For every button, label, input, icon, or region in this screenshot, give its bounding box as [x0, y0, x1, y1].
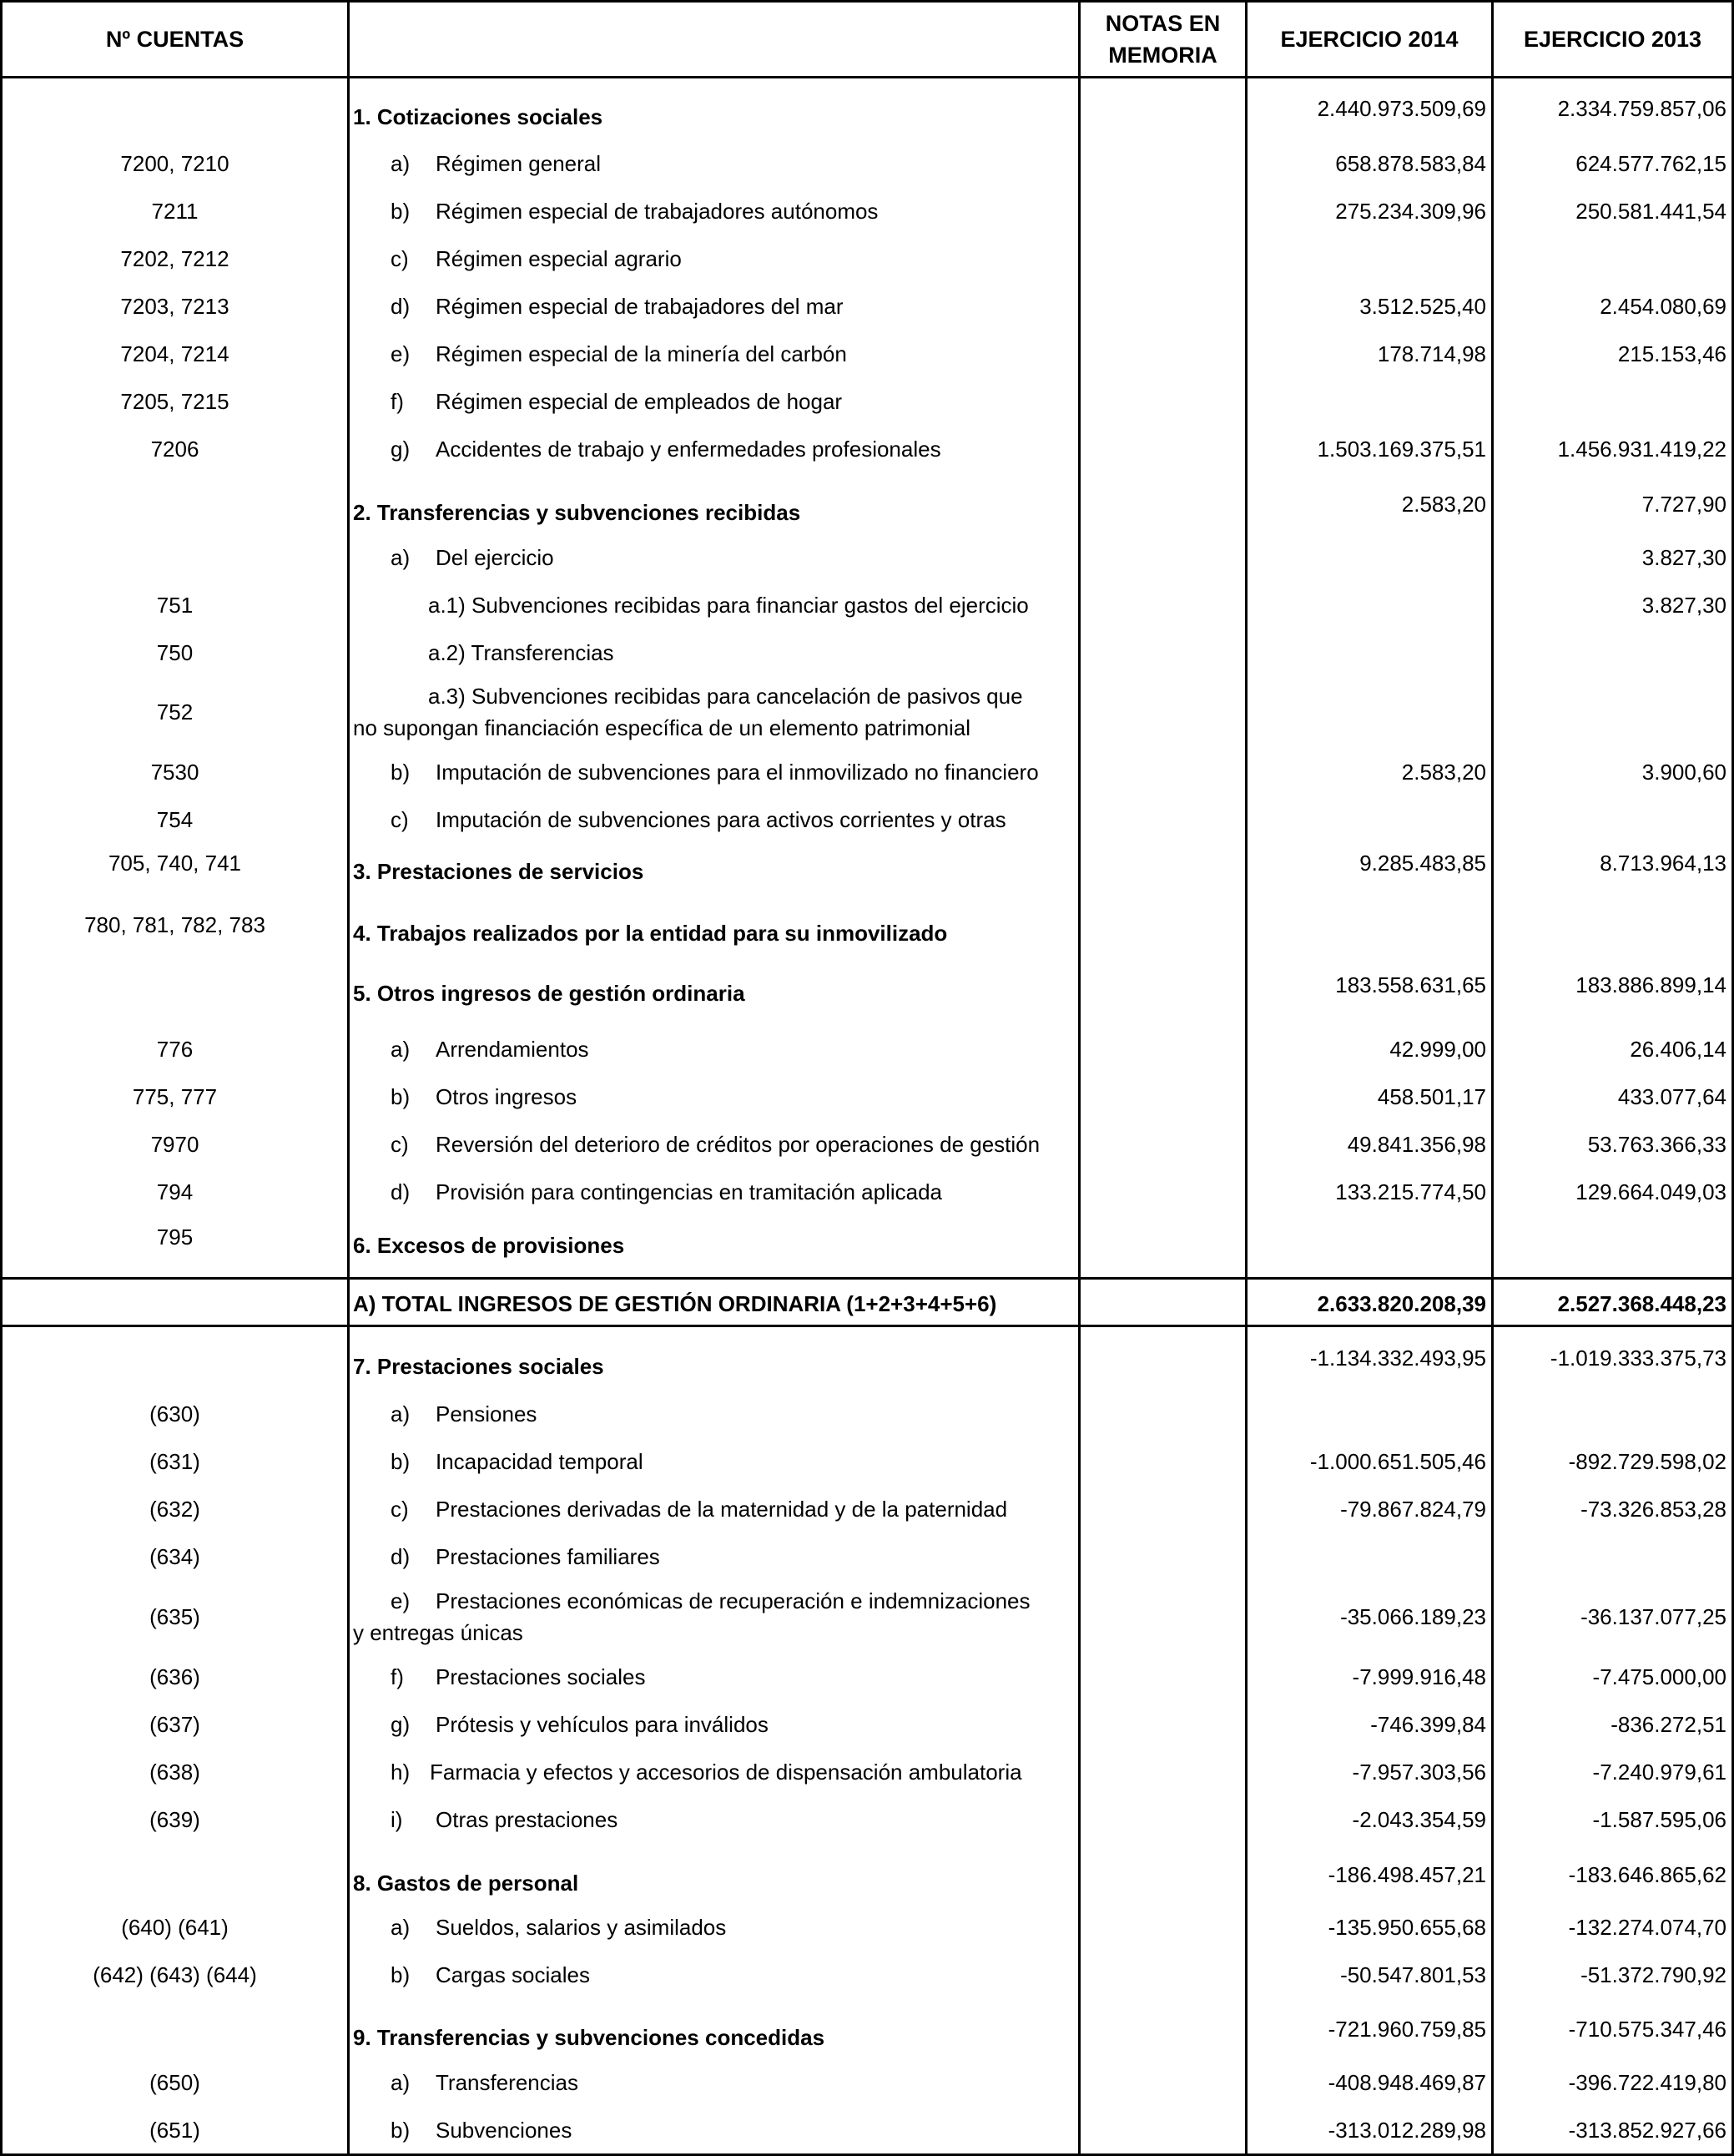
account-number: 7200, 7210	[120, 151, 229, 176]
account-number: 780, 781, 782, 783	[84, 912, 265, 937]
row-label: Cargas sociales	[436, 1962, 590, 1987]
account-number: (632)	[149, 1497, 200, 1522]
value-2014: -79.867.824,79	[1340, 1497, 1486, 1522]
total-top-border	[0, 1277, 1734, 1280]
row-label: Otras prestaciones	[436, 1807, 618, 1832]
row-letter: c)	[391, 1497, 409, 1522]
value-2013: -73.326.853,28	[1580, 1497, 1726, 1522]
value-2013: 1.456.931.419,22	[1557, 437, 1726, 462]
account-number: (650)	[149, 2070, 200, 2095]
row-label: Prótesis y vehículos para inválidos	[436, 1712, 769, 1737]
row-letter: g)	[391, 1712, 411, 1737]
value-2013: 8.713.964,13	[1600, 851, 1726, 876]
row-sublabel-continued: no supongan financiación específica de un elemento patrimonial	[353, 715, 971, 740]
value-2013: -1.587.595,06	[1592, 1807, 1726, 1832]
row-label: Farmacia y efectos y accesorios de dispensación ambulatoria	[430, 1760, 1022, 1785]
row-letter: b)	[391, 1962, 411, 1987]
header-cuentas: Nº CUENTAS	[105, 27, 244, 52]
value-2014: -7.957.303,56	[1352, 1760, 1486, 1785]
row-letter: f)	[391, 1664, 404, 1689]
row-letter: d)	[391, 1544, 411, 1569]
value-2014: -135.950.655,68	[1328, 1915, 1486, 1940]
value-2014: -1.134.332.493,95	[1309, 1346, 1486, 1371]
value-2013: -1.019.333.375,73	[1550, 1346, 1726, 1371]
row-letter: a)	[391, 1401, 411, 1426]
row-label: Reversión del deterioro de créditos por operaciones de gestión	[436, 1132, 1041, 1157]
row-label: Incapacidad temporal	[436, 1449, 643, 1474]
col-border-3	[1245, 0, 1248, 2156]
row-label: Prestaciones sociales	[436, 1664, 646, 1689]
row-letter: a)	[391, 2070, 411, 2095]
value-2013: 3.900,60	[1641, 760, 1726, 785]
value-2013: -396.722.419,80	[1568, 2070, 1726, 2095]
value-2013: 3.827,30	[1641, 545, 1726, 570]
account-number: (636)	[149, 1664, 200, 1689]
value-2014: 183.558.631,65	[1335, 972, 1486, 997]
value-2013: 2.454.080,69	[1600, 294, 1726, 319]
value-2014: -35.066.189,23	[1340, 1604, 1486, 1629]
account-number: 794	[156, 1179, 194, 1204]
row-label: Prestaciones económicas de recuperación e indemnizaciones	[436, 1588, 1031, 1613]
section-heading: 6. Excesos de provisiones	[353, 1233, 625, 1258]
section-heading: 9. Transferencias y subvenciones concedidas	[353, 2025, 825, 2050]
account-number: 7970	[150, 1132, 199, 1157]
value-2014: 658.878.583,84	[1335, 151, 1486, 176]
value-2014: -408.948.469,87	[1328, 2070, 1486, 2095]
value-2014: 42.999,00	[1389, 1037, 1486, 1062]
row-label: Régimen especial de trabajadores autónomos	[436, 199, 879, 224]
account-number: (630)	[149, 1401, 200, 1426]
row-label: Régimen especial de la minería del carbón	[436, 341, 847, 366]
value-2013: -313.852.927,66	[1568, 2118, 1726, 2143]
account-number: 752	[156, 699, 194, 725]
account-number: 7211	[151, 199, 199, 224]
account-number: 775, 777	[132, 1084, 218, 1109]
row-label: Imputación de subvenciones para activos corrientes y otras	[436, 807, 1006, 832]
row-letter: e)	[391, 1588, 411, 1613]
col-border-1	[347, 0, 350, 2156]
value-2014: 2.633.820.208,39	[1317, 1291, 1486, 1316]
section-heading: 2. Transferencias y subvenciones recibidas	[353, 500, 801, 525]
row-label: Régimen general	[436, 151, 602, 176]
row-letter: c)	[391, 1132, 409, 1157]
row-letter: a)	[391, 1037, 411, 1062]
value-2013: 215.153,46	[1617, 341, 1726, 366]
row-label: Sueldos, salarios y asimilados	[436, 1915, 727, 1940]
account-number: 7206	[150, 437, 199, 462]
value-2014: 49.841.356,98	[1347, 1132, 1486, 1157]
value-2014: 2.583,20	[1401, 760, 1486, 785]
account-number: 7205, 7215	[120, 389, 229, 414]
row-label-continued: y entregas únicas	[353, 1620, 523, 1645]
value-2014: -2.043.354,59	[1352, 1807, 1486, 1832]
value-2014: 3.512.525,40	[1359, 294, 1486, 319]
value-2014: -313.012.289,98	[1328, 2118, 1486, 2143]
account-number: 705, 740, 741	[108, 851, 242, 876]
row-letter: a)	[391, 545, 411, 570]
row-letter: f)	[391, 389, 404, 414]
account-number: (631)	[149, 1449, 200, 1474]
value-2013: 129.664.049,03	[1575, 1179, 1726, 1204]
account-number: 7530	[150, 760, 199, 785]
row-label: Del ejercicio	[436, 545, 554, 570]
row-letter: d)	[391, 294, 411, 319]
row-sublabel: a.3) Subvenciones recibidas para cancelación de pasivos que	[428, 684, 1023, 709]
value-2013: -183.646.865,62	[1568, 1862, 1726, 1887]
table-top-border	[0, 0, 1734, 3]
row-letter: b)	[391, 760, 411, 785]
value-2014: -1.000.651.505,46	[1309, 1449, 1486, 1474]
value-2013: 433.077,64	[1617, 1084, 1726, 1109]
header-ejercicio-2013: EJERCICIO 2013	[1523, 27, 1702, 52]
row-label: Transferencias	[436, 2070, 578, 2095]
total-bottom-border	[0, 1325, 1734, 1327]
value-2014: -746.399,84	[1370, 1712, 1486, 1737]
row-label: Imputación de subvenciones para el inmovilizado no financiero	[436, 760, 1039, 785]
value-2013: 250.581.441,54	[1575, 199, 1726, 224]
account-number: 750	[156, 640, 194, 665]
section-heading: 5. Otros ingresos de gestión ordinaria	[353, 981, 745, 1006]
row-label: Pensiones	[436, 1401, 537, 1426]
row-label: Subvenciones	[436, 2118, 572, 2143]
header-bottom-border	[0, 76, 1734, 78]
account-number: (642) (643) (644)	[93, 1962, 257, 1987]
value-2013: 53.763.366,33	[1587, 1132, 1726, 1157]
value-2014: -721.960.759,85	[1328, 2017, 1486, 2042]
row-label: Régimen especial de trabajadores del mar	[436, 294, 844, 319]
account-number: (637)	[149, 1712, 200, 1737]
row-label: Arrendamientos	[436, 1037, 589, 1062]
account-number: 754	[156, 807, 194, 832]
header-concepto	[350, 3, 1078, 76]
col-border-left	[0, 0, 3, 2156]
account-number: (638)	[149, 1760, 200, 1785]
value-2013: 624.577.762,15	[1575, 151, 1726, 176]
row-label: Régimen especial agrario	[436, 246, 682, 271]
account-number: 7203, 7213	[120, 294, 229, 319]
account-number: (634)	[149, 1544, 200, 1569]
account-number: (651)	[149, 2118, 200, 2143]
header-notas-text: NOTAS EN MEMORIA	[1105, 11, 1221, 68]
row-label: Provisión para contingencias en tramitación aplicada	[436, 1179, 943, 1204]
value-2014: 9.285.483,85	[1359, 851, 1486, 876]
value-2014: 133.215.774,50	[1335, 1179, 1486, 1204]
value-2014: 275.234.309,96	[1335, 199, 1486, 224]
row-letter: b)	[391, 1084, 411, 1109]
value-2014: -7.999.916,48	[1352, 1664, 1486, 1689]
row-label: Régimen especial de empleados de hogar	[436, 389, 843, 414]
value-2013: -132.274.074,70	[1568, 1915, 1726, 1940]
section-heading: 8. Gastos de personal	[353, 1871, 579, 1896]
account-number: 751	[156, 593, 194, 618]
value-2014: 1.503.169.375,51	[1317, 437, 1486, 462]
col-border-2	[1078, 0, 1081, 2156]
value-2014: 2.583,20	[1401, 492, 1486, 517]
account-number: (640) (641)	[121, 1915, 229, 1940]
row-label: Prestaciones derivadas de la maternidad y de la paternidad	[436, 1497, 1008, 1522]
value-2013: -36.137.077,25	[1580, 1604, 1726, 1629]
row-letter: b)	[391, 1449, 411, 1474]
row-letter: d)	[391, 1179, 411, 1204]
account-number: 776	[156, 1037, 194, 1062]
row-letter: a)	[391, 1915, 411, 1940]
value-2013: 7.727,90	[1641, 492, 1726, 517]
value-2013: 183.886.899,14	[1575, 972, 1726, 997]
row-label: Prestaciones familiares	[436, 1544, 660, 1569]
row-letter: c)	[391, 246, 409, 271]
account-number: (635)	[149, 1604, 200, 1629]
row-letter: g)	[391, 437, 411, 462]
row-letter: e)	[391, 341, 411, 366]
col-border-4	[1491, 0, 1494, 2156]
account-number: (639)	[149, 1807, 200, 1832]
value-2013: -710.575.347,46	[1568, 2017, 1726, 2042]
total-label: A) TOTAL INGRESOS DE GESTIÓN ORDINARIA (1+2+3+4+5+6)	[353, 1291, 997, 1316]
value-2014: 458.501,17	[1377, 1084, 1486, 1109]
row-letter: b)	[391, 199, 411, 224]
value-2013: 2.527.368.448,23	[1557, 1291, 1726, 1316]
account-number: 7202, 7212	[120, 246, 229, 271]
row-sublabel: a.1) Subvenciones recibidas para financiar gastos del ejercicio	[428, 593, 1029, 618]
section-heading: 7. Prestaciones sociales	[353, 1354, 604, 1379]
value-2013: -836.272,51	[1611, 1712, 1726, 1737]
value-2014: -50.547.801,53	[1340, 1962, 1486, 1987]
value-2013: -7.240.979,61	[1592, 1760, 1726, 1785]
value-2013: -892.729.598,02	[1568, 1449, 1726, 1474]
value-2014: -186.498.457,21	[1328, 1862, 1486, 1887]
value-2013: -51.372.790,92	[1580, 1962, 1726, 1987]
header-notas-memoria	[1081, 3, 1245, 76]
section-heading: 3. Prestaciones de servicios	[353, 859, 644, 884]
value-2013: 26.406,14	[1630, 1037, 1726, 1062]
row-sublabel: a.2) Transferencias	[428, 640, 614, 665]
section-heading: 1. Cotizaciones sociales	[353, 104, 603, 129]
account-number: 7204, 7214	[120, 341, 229, 366]
header-ejercicio-2014: EJERCICIO 2014	[1280, 27, 1459, 52]
account-number: 795	[156, 1224, 194, 1250]
row-letter: c)	[391, 807, 409, 832]
value-2014: 2.440.973.509,69	[1317, 96, 1486, 121]
value-2013: 2.334.759.857,06	[1557, 96, 1726, 121]
row-label: Accidentes de trabajo y enfermedades profesionales	[436, 437, 941, 462]
row-label: Otros ingresos	[436, 1084, 577, 1109]
row-letter: i)	[391, 1807, 403, 1832]
row-letter: h)	[391, 1760, 411, 1785]
value-2013: 3.827,30	[1641, 593, 1726, 618]
section-heading: 4. Trabajos realizados por la entidad para su inmovilizado	[353, 921, 948, 946]
value-2013: -7.475.000,00	[1592, 1664, 1726, 1689]
value-2014: 178.714,98	[1377, 341, 1486, 366]
row-letter: b)	[391, 2118, 411, 2143]
row-letter: a)	[391, 151, 411, 176]
